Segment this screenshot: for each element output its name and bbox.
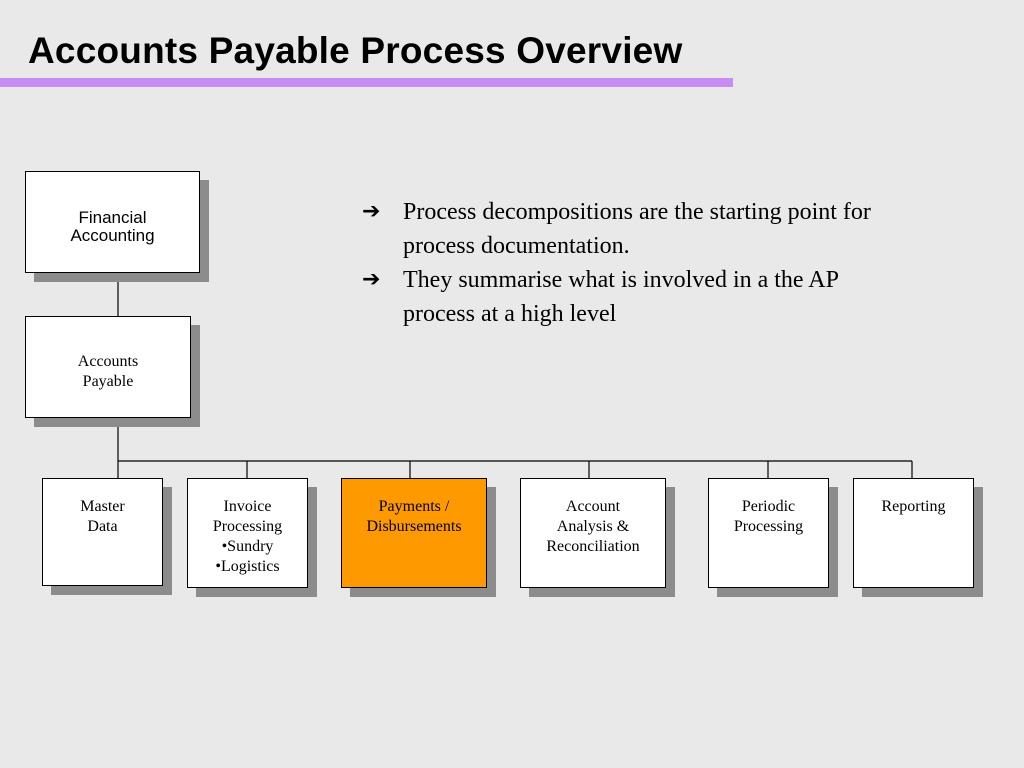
node-label: Financial Accounting — [70, 208, 155, 245]
node-account-analysis-reconciliation — [520, 478, 666, 588]
node-label: Account Analysis & Reconciliation — [546, 498, 640, 555]
slide-title: Accounts Payable Process Overview — [28, 30, 683, 71]
node-payments-disbursements — [341, 478, 487, 588]
node-label: Payments / Disbursements — [366, 498, 462, 535]
node-periodic-processing — [708, 478, 829, 588]
arrow-right-icon: ➔ — [362, 199, 381, 224]
node-financial-accounting — [25, 171, 200, 273]
note-text: They summarise what is involved in a the AP process at a high level — [403, 267, 839, 327]
node-label: Master Data — [80, 498, 125, 535]
node-master-data — [42, 478, 163, 586]
arrow-right-icon: ➔ — [362, 267, 381, 292]
node-label: Periodic Processing — [733, 498, 804, 535]
node-invoice-processing — [187, 478, 308, 588]
note-item — [362, 263, 882, 331]
node-reporting — [853, 478, 974, 588]
notes-list — [362, 195, 882, 331]
node-accounts-payable — [25, 316, 191, 418]
node-label: Accounts Payable — [77, 353, 139, 390]
note-text: Process decompositions are the starting point for process documentation. — [403, 199, 871, 259]
note-item — [362, 195, 882, 263]
node-label: Invoice Processing •Sundry •Logistics — [212, 498, 283, 575]
node-label: Reporting — [881, 498, 946, 515]
